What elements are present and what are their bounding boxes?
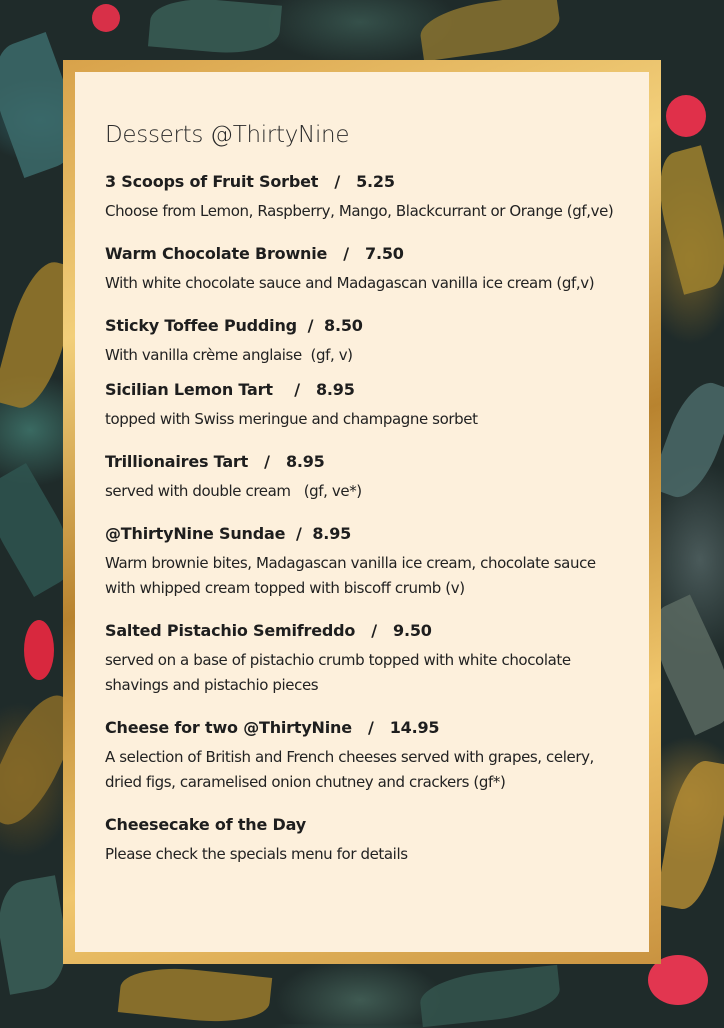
menu-item <box>105 621 619 698</box>
leaf-decoration <box>118 962 272 1027</box>
menu-item-description: Please check the specials menu for details <box>105 845 408 863</box>
menu-item-description: A selection of British and French cheeses served with grapes, celery, dried figs, caramelised onion chutney and crackers (gf*) <box>105 748 594 791</box>
menu-item-description: Warm brownie bites, Madagascan vanilla ice cream, chocolate sauce with whipped cream topped with biscoff crumb (v) <box>105 554 596 597</box>
menu-item-description: With white chocolate sauce and Madagascan vanilla ice cream (gf,v) <box>105 274 595 292</box>
menu-item <box>105 524 619 601</box>
menu-item-name-price: Sicilian Lemon Tart / 8.95 <box>105 380 355 399</box>
gold-frame <box>63 60 661 964</box>
menu-item-description: Choose from Lemon, Raspberry, Mango, Blackcurrant or Orange (gf,ve) <box>105 202 614 220</box>
menu-item-name-price: Trillionaires Tart / 8.95 <box>105 452 325 471</box>
menu-item-name-price: Sticky Toffee Pudding / 8.50 <box>105 316 363 335</box>
menu-item <box>105 380 619 432</box>
menu-item-name-price: @ThirtyNine Sundae / 8.95 <box>105 524 352 543</box>
menu-item-description: With vanilla crème anglaise (gf, v) <box>105 346 353 364</box>
menu-item <box>105 316 619 368</box>
menu-item <box>105 172 619 224</box>
red-flower-decoration <box>92 4 120 32</box>
menu-item <box>105 718 619 795</box>
leaf-decoration <box>418 965 562 1027</box>
menu-list <box>105 172 619 867</box>
red-flower-decoration <box>24 620 54 680</box>
menu-item-name-price: Cheese for two @ThirtyNine / 14.95 <box>105 718 440 737</box>
menu-card <box>75 72 649 952</box>
menu-item <box>105 815 619 867</box>
leaf-decoration <box>417 0 563 61</box>
menu-item-name-price: Warm Chocolate Brownie / 7.50 <box>105 244 404 263</box>
menu-item <box>105 244 619 296</box>
page-title: Desserts @ThirtyNine <box>105 122 350 148</box>
leaf-decoration <box>148 0 282 58</box>
menu-item-description: served with double cream (gf, ve*) <box>105 482 362 500</box>
menu-item-description: topped with Swiss meringue and champagne sorbet <box>105 410 478 428</box>
red-flower-decoration <box>666 95 706 137</box>
menu-item-name-price: Cheesecake of the Day <box>105 815 306 834</box>
menu-item-name-price: 3 Scoops of Fruit Sorbet / 5.25 <box>105 172 395 191</box>
menu-item-description: served on a base of pistachio crumb topped with white chocolate shavings and pistachio pieces <box>105 651 571 694</box>
menu-item <box>105 452 619 504</box>
leaf-decoration <box>655 757 724 914</box>
menu-item-name-price: Salted Pistachio Semifreddo / 9.50 <box>105 621 432 640</box>
